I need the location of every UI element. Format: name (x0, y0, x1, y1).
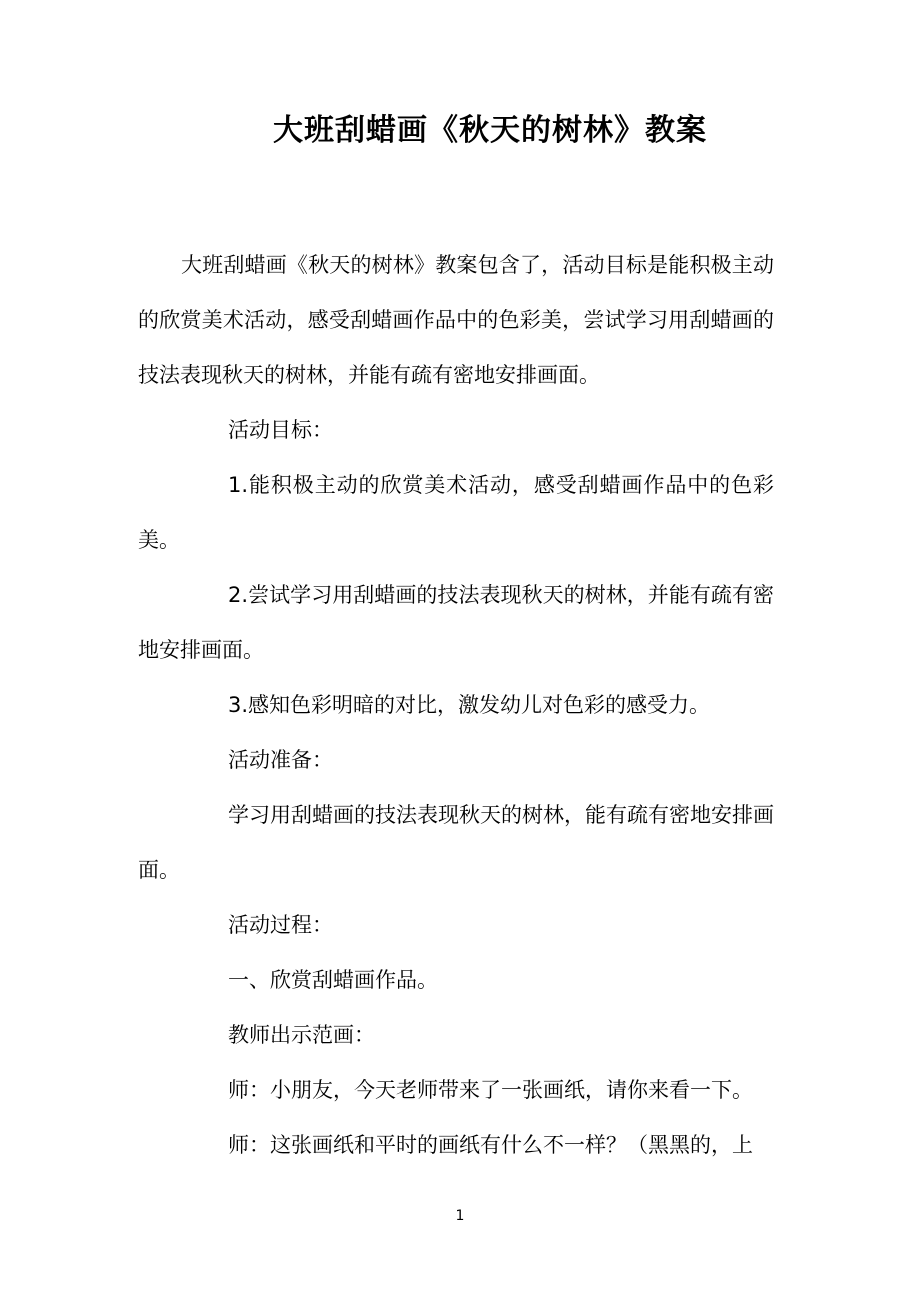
document-body (138, 238, 774, 1173)
document-title: 大班刮蜡画《秋天的树林》教案 (273, 113, 707, 148)
goal-item-1: 1.能积极主动的欣赏美术活动，感受刮蜡画作品中的色彩美。 (138, 473, 774, 552)
dialogue-line: 师：这张画纸和平时的画纸有什么不一样？（黑黑的，上 (228, 1133, 753, 1157)
intro-paragraph: 大班刮蜡画《秋天的树林》教案包含了，活动目标是能积极主动的欣赏美术活动，感受刮蜡画作品中的色彩美，尝试学习用刮蜡画的技法表现秋天的树林，并能有疏有密地安排画面。 (138, 253, 774, 387)
section-heading-goals: 活动目标： (228, 418, 333, 442)
section-heading-preparation: 活动准备： (228, 748, 333, 772)
process-step-1: 一、欣赏刮蜡画作品。 (228, 968, 438, 992)
dialogue-line: 师：小朋友，今天老师带来了一张画纸，请你来看一下。 (228, 1078, 753, 1102)
preparation-paragraph: 学习用刮蜡画的技法表现秋天的树林，能有疏有密地安排画面。 (138, 803, 774, 882)
page-number: 1 (455, 1208, 465, 1224)
goal-item-2: 2.尝试学习用刮蜡画的技法表现秋天的树林，并能有疏有密地安排画面。 (138, 583, 774, 662)
goal-item-3: 3.感知色彩明暗的对比，激发幼儿对色彩的感受力。 (228, 693, 711, 717)
process-paragraph: 教师出示范画： (228, 1023, 375, 1047)
section-heading-process: 活动过程： (228, 913, 333, 937)
